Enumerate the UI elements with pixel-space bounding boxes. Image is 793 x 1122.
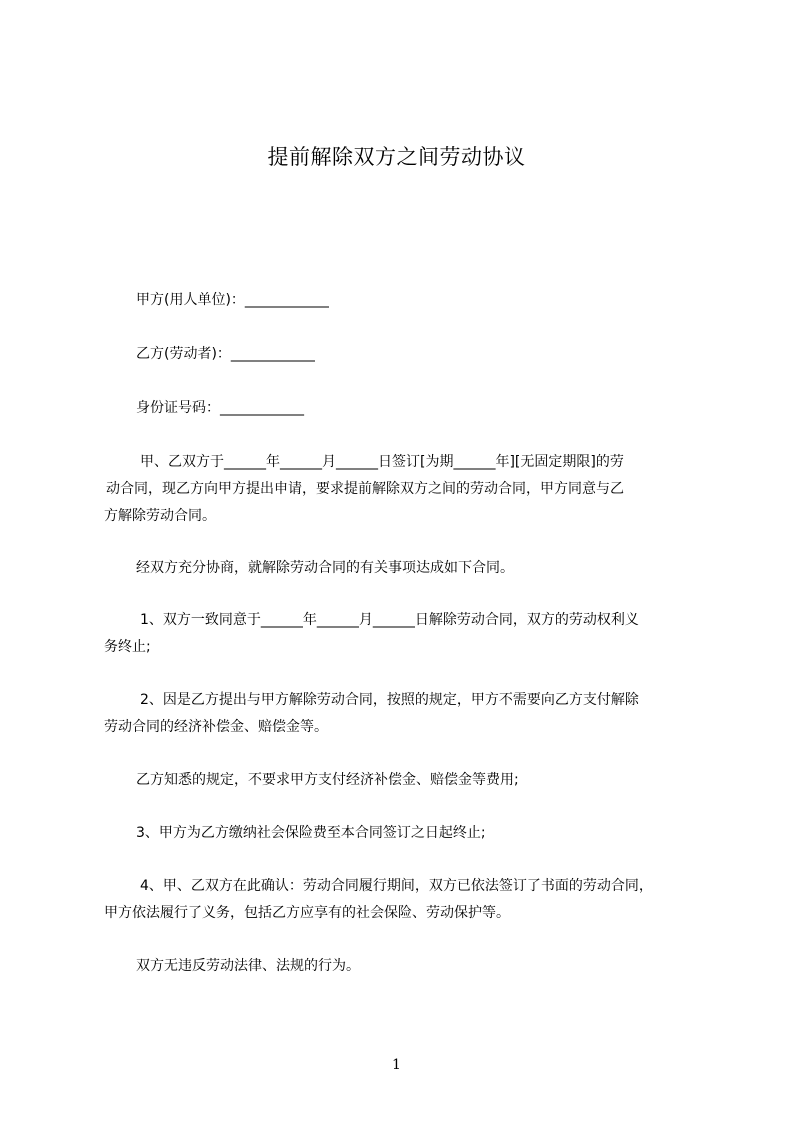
party-a-line: 甲方(用人单位)：____________ <box>136 292 329 308</box>
clause-3-line: 3、甲方为乙方缴纳社会保险费至本合同签订之日起终止; <box>136 825 486 841</box>
intro-line-2: 动合同，现乙方向甲方提出申请，要求提前解除双方之间的劳动合同，甲方同意与乙 <box>106 481 624 497</box>
intro-line-1: 甲、乙双方于______年______月______日签订[为期______年][无固定期限]的劳 <box>140 454 624 470</box>
clause-2-line-1: 2、因是乙方提出与甲方解除劳动合同，按照的规定，甲方不需要向乙方支付解除 <box>140 692 639 708</box>
clause-4-line-2: 甲方依法履行了义务，包括乙方应享有的社会保险、劳动保护等。 <box>104 905 510 921</box>
document-title: 提前解除双方之间劳动协议 <box>267 145 526 169</box>
clause-2-line-2: 劳动合同的经济补偿金、赔偿金等。 <box>104 719 328 735</box>
intro-line-3: 方解除劳动合同。 <box>104 508 216 524</box>
id-number-line: 身份证号码：____________ <box>136 400 304 416</box>
clause-2-note-line: 乙方知悉的规定，不要求甲方支付经济补偿金、赔偿金等费用; <box>136 772 519 788</box>
clause-4-note-line: 双方无违反劳动法律、法规的行为。 <box>136 958 360 974</box>
consensus-line: 经双方充分协商，就解除劳动合同的有关事项达成如下合同。 <box>136 560 514 576</box>
clause-1-line-2: 务终止; <box>104 639 151 655</box>
page-number: 1 <box>392 1057 401 1073</box>
party-b-line: 乙方(劳动者)：____________ <box>136 346 315 362</box>
clause-1-line-1: 1、双方一致同意于______年______月______日解除劳动合同，双方的劳动权利义 <box>140 612 639 628</box>
clause-4-line-1: 4、甲、乙双方在此确认：劳动合同履行期间，双方已依法签订了书面的劳动合同， <box>140 878 653 894</box>
